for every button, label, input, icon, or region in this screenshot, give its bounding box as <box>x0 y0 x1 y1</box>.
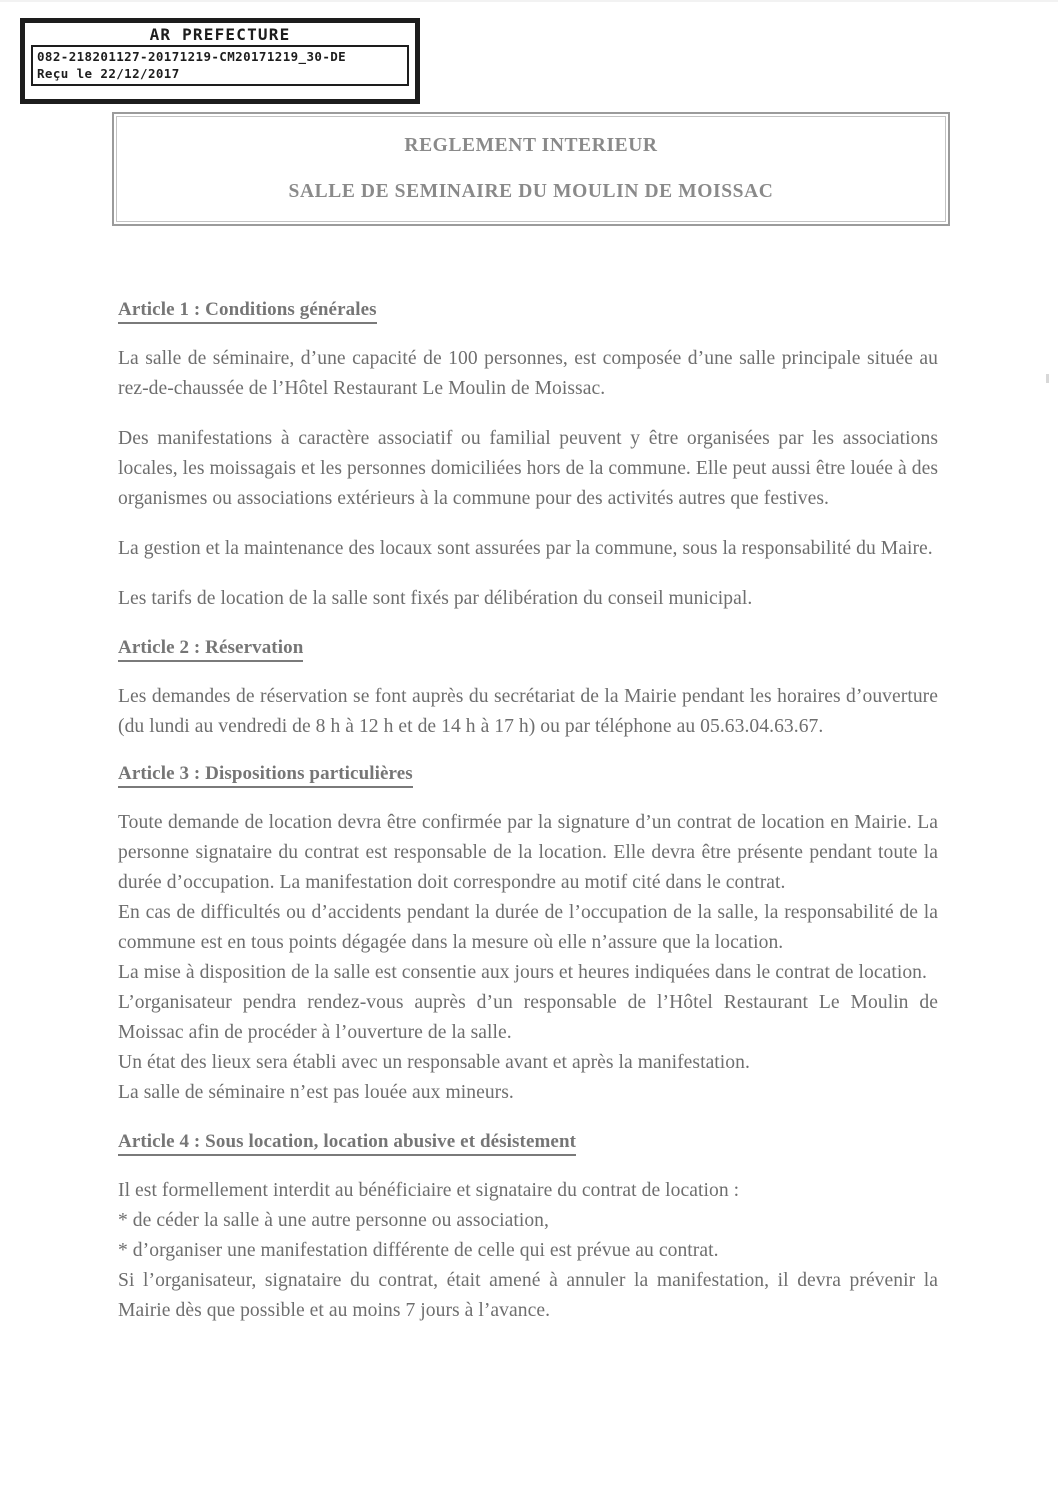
article-2-paragraph-1: Les demandes de réservation se font auprès du secrétariat de la Mairie pendant les horaires d’ouverture (du lundi au vendredi de 8 h à 12 h et de 14 h à 17 h) ou par téléphone au 05.63.04.63.67. <box>118 686 938 737</box>
article-1-heading-wrap <box>118 298 938 324</box>
ar-prefecture-stamp-details <box>31 45 409 86</box>
spacer <box>118 1162 938 1176</box>
article-2-heading-wrap <box>118 636 938 662</box>
document-body <box>118 298 938 1326</box>
ar-prefecture-stamp-title: AR PREFECTURE <box>149 25 291 44</box>
article-3-heading: Article 3 : Dispositions particulières <box>118 762 413 788</box>
spacer <box>118 668 938 682</box>
article-3-heading-wrap <box>118 762 938 788</box>
article-1-paragraph-4: Les tarifs de location de la salle sont fixés par délibération du conseil municipal. <box>118 588 753 609</box>
article-3-paragraph-2: En cas de difficultés ou d’accidents pendant la durée de l’occupation de la salle, la responsabilité de la commune est en tous points dégagée dans la mesure où elle n’assure que la location. <box>118 902 938 953</box>
spacer <box>118 330 938 344</box>
scan-artifact-speck <box>1046 374 1049 383</box>
article-1-heading: Article 1 : Conditions générales <box>118 298 377 324</box>
page-top-edge <box>0 0 1058 2</box>
document-title-box <box>112 112 950 226</box>
article-3-paragraph-5: Un état des lieux sera établi avec un responsable avant et après la manifestation. <box>118 1052 750 1073</box>
document-title-secondary: SALLE DE SEMINAIRE DU MOULIN DE MOISSAC <box>288 181 774 202</box>
article-4-paragraph-1: Il est formellement interdit au bénéficiaire et signataire du contrat de location : <box>118 1180 740 1201</box>
article-4-paragraph-2: Si l’organisateur, signataire du contrat, était amené à annuler la manifestation, il devra prévenir la Mairie dès que possible et au moins 7 jours à l’avance. <box>118 1270 938 1321</box>
article-4-heading-wrap <box>118 1130 938 1156</box>
article-4-bullet-2: * d’organiser une manifestation différente de celle qui est prévue au contrat. <box>118 1240 719 1261</box>
article-1-paragraph-2: Des manifestations à caractère associatif ou familial peuvent y être organisées par les associations locales, les moissagais et les personnes domiciliées hors de la commune. Elle peut aussi être louée à des organismes ou associations extérieurs à la commune pour des activités autres que festives. <box>118 428 938 509</box>
article-4-heading: Article 4 : Sous location, location abusive et désistement <box>118 1130 576 1156</box>
spacer <box>118 794 938 808</box>
article-1-paragraph-3: La gestion et la maintenance des locaux sont assurées par la commune, sous la responsabilité du Maire. <box>118 538 933 559</box>
article-3-paragraph-6: La salle de séminaire n’est pas louée aux mineurs. <box>118 1082 514 1103</box>
article-3-paragraph-1: Toute demande de location devra être confirmée par la signature d’un contrat de location en Mairie. La personne signataire du contrat est responsable de la location. Elle devra être présente pendant toute la durée d’occupation. La manifestation doit correspondre au motif cité dans le contrat. <box>118 812 938 893</box>
article-4-bullet-1: * de céder la salle à une autre personne ou association, <box>118 1210 549 1231</box>
article-3-paragraph-3: La mise à disposition de la salle est consentie aux jours et heures indiquées dans le contrat de location. <box>118 962 927 983</box>
article-2-heading: Article 2 : Réservation <box>118 636 303 662</box>
article-1-paragraph-1: La salle de séminaire, d’une capacité de 100 personnes, est composée d’une salle principale située au rez-de-chaussée de l’Hôtel Restaurant Le Moulin de Moissac. <box>118 348 938 399</box>
ar-prefecture-stamp <box>20 18 420 104</box>
ar-prefecture-received-date: Reçu le 22/12/2017 <box>37 66 180 81</box>
ar-prefecture-reference: 082-218201127-20171219-CM20171219_30-DE <box>37 49 347 64</box>
article-3-paragraph-4: L’organisateur pendra rendez-vous auprès d’un responsable de l’Hôtel Restaurant Le Moulin de Moissac afin de procéder à l’ouverture de la salle. <box>118 992 938 1043</box>
document-title-primary: REGLEMENT INTERIEUR <box>404 135 658 156</box>
document-title-inner-border <box>116 116 946 222</box>
